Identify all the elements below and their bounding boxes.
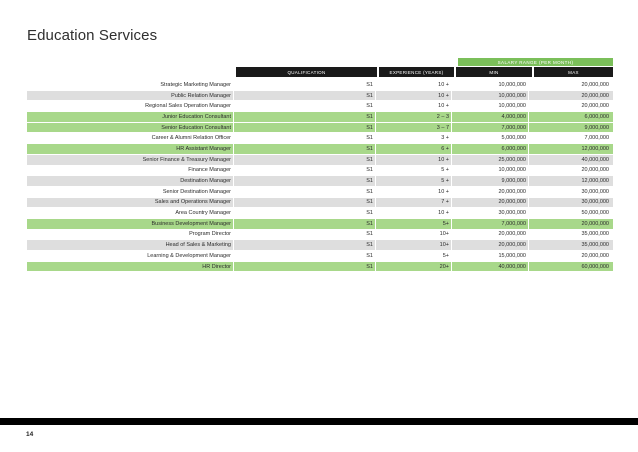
table-row	[27, 187, 613, 198]
min-salary-cell: 5,000,000	[452, 133, 529, 143]
experience-cell: 10 +	[376, 155, 452, 165]
table-row	[27, 80, 613, 91]
table-row	[27, 240, 613, 251]
position-cell: Career & Alumni Relation Officer	[27, 133, 234, 143]
experience-header: EXPERIENCE (YEARS)	[379, 67, 454, 77]
max-salary-cell: 35,000,000	[581, 231, 609, 238]
position-cell: Strategic Marketing Manager	[27, 80, 234, 90]
min-salary-cell: 4,000,000	[452, 112, 529, 122]
position-cell: Business Development Manager	[27, 219, 234, 229]
qualification-cell: S1	[234, 80, 376, 90]
table-row	[27, 219, 613, 230]
min-salary-cell: 20,000,000	[452, 230, 529, 240]
max-salary-cell: 20,000,000	[581, 103, 609, 110]
max-salary-cell: 60,000,000	[581, 263, 609, 270]
max-salary-cell: 35,000,000	[581, 242, 609, 249]
experience-cell: 5 +	[376, 166, 452, 176]
position-cell: Head of Sales & Marketing	[27, 240, 234, 250]
max-salary-cell: 12,000,000	[581, 178, 609, 185]
table-row	[27, 176, 613, 187]
position-cell: Senior Finance & Treasury Manager	[27, 155, 234, 165]
max-salary-cell: 6,000,000	[584, 113, 609, 120]
min-salary-cell: 7,000,000	[452, 219, 529, 229]
table-row	[27, 262, 613, 273]
min-salary-cell: 20,000,000	[452, 240, 529, 250]
max-salary-cell: 30,000,000	[581, 188, 609, 195]
qualification-cell: S1	[234, 123, 376, 133]
qualification-cell: S1	[234, 155, 376, 165]
qualification-cell: S1	[234, 144, 376, 154]
table-row	[27, 101, 613, 112]
position-cell: Area Country Manager	[27, 208, 234, 218]
qualification-cell: S1	[234, 219, 376, 229]
table-row	[27, 166, 613, 177]
qualification-cell: S1	[234, 101, 376, 111]
qualification-cell: S1	[234, 240, 376, 250]
table-row	[27, 208, 613, 219]
qualification-header: QUALIFICATION	[236, 67, 377, 77]
max-salary-cell: 20,000,000	[581, 92, 609, 99]
position-cell: Public Relation Manager	[27, 91, 234, 101]
experience-cell: 7 +	[376, 198, 452, 208]
experience-cell: 5+	[376, 219, 452, 229]
qualification-cell: S1	[234, 208, 376, 218]
position-cell: Finance Manager	[27, 166, 234, 176]
position-cell: HR Director	[27, 262, 234, 272]
position-cell: HR Assistant Manager	[27, 144, 234, 154]
page-title: Education Services	[27, 27, 158, 44]
experience-cell: 10 +	[376, 91, 452, 101]
experience-cell: 6 +	[376, 144, 452, 154]
experience-cell: 10 +	[376, 208, 452, 218]
qualification-cell: S1	[234, 230, 376, 240]
salary-table	[27, 80, 613, 272]
min-salary-cell: 20,000,000	[452, 198, 529, 208]
table-row	[27, 251, 613, 262]
min-salary-cell: 10,000,000	[452, 166, 529, 176]
qualification-cell: S1	[234, 187, 376, 197]
max-salary-cell: 20,000,000	[581, 81, 609, 88]
table-row	[27, 230, 613, 241]
min-salary-cell: 10,000,000	[452, 101, 529, 111]
qualification-cell: S1	[234, 176, 376, 186]
experience-cell: 10+	[376, 240, 452, 250]
position-cell: Junior Education Consultant	[27, 112, 234, 122]
max-salary-cell: 30,000,000	[581, 199, 609, 206]
experience-cell: 3 – 7	[376, 123, 452, 133]
max-salary-cell: 9,000,000	[584, 124, 609, 131]
max-salary-cell: 40,000,000	[581, 156, 609, 163]
min-salary-cell: 10,000,000	[452, 80, 529, 90]
table-row	[27, 155, 613, 166]
min-salary-cell: 7,000,000	[452, 123, 529, 133]
min-salary-cell: 10,000,000	[452, 91, 529, 101]
max-salary-cell: 20,000,000	[581, 167, 609, 174]
qualification-cell: S1	[234, 262, 376, 272]
table-row	[27, 112, 613, 123]
min-salary-cell: 15,000,000	[452, 251, 529, 261]
experience-cell: 10 +	[376, 187, 452, 197]
table-row	[27, 133, 613, 144]
qualification-cell: S1	[234, 251, 376, 261]
experience-cell: 10 +	[376, 80, 452, 90]
table-row	[27, 91, 613, 102]
table-row	[27, 198, 613, 209]
position-cell: Senior Destination Manager	[27, 187, 234, 197]
salary-range-header: SALARY RANGE (PER MONTH)	[458, 58, 613, 66]
position-cell: Senior Education Consultant	[27, 123, 234, 133]
min-salary-cell: 20,000,000	[452, 187, 529, 197]
position-cell: Learning & Development Manager	[27, 251, 234, 261]
position-cell: Sales and Operations Manager	[27, 198, 234, 208]
max-salary-cell: 12,000,000	[581, 145, 609, 152]
max-salary-cell: 50,000,000	[581, 210, 609, 217]
experience-cell: 10 +	[376, 101, 452, 111]
position-cell: Regional Sales Operation Manager	[27, 101, 234, 111]
experience-cell: 20+	[376, 262, 452, 272]
experience-cell: 5+	[376, 251, 452, 261]
qualification-cell: S1	[234, 91, 376, 101]
min-salary-cell: 40,000,000	[452, 262, 529, 272]
experience-cell: 2 – 3	[376, 112, 452, 122]
min-salary-cell: 9,000,000	[452, 176, 529, 186]
experience-cell: 5 +	[376, 176, 452, 186]
footer-bar	[0, 418, 638, 425]
table-row	[27, 144, 613, 155]
qualification-cell: S1	[234, 112, 376, 122]
max-salary-cell: 20,000,000	[581, 252, 609, 259]
max-salary-cell: 20,000,000	[581, 220, 609, 227]
max-salary-cell: 7,000,000	[584, 135, 609, 142]
experience-cell: 10+	[376, 230, 452, 240]
table-row	[27, 123, 613, 134]
table-header	[236, 67, 613, 77]
qualification-cell: S1	[234, 198, 376, 208]
position-cell: Destination Manager	[27, 176, 234, 186]
min-salary-cell: 6,000,000	[452, 144, 529, 154]
qualification-cell: S1	[234, 166, 376, 176]
experience-cell: 3 +	[376, 133, 452, 143]
position-cell: Program Director	[27, 230, 234, 240]
max-header: MAX	[534, 67, 613, 77]
min-salary-cell: 30,000,000	[452, 208, 529, 218]
page-number: 14	[26, 431, 34, 438]
min-header: MIN	[456, 67, 532, 77]
qualification-cell: S1	[234, 133, 376, 143]
min-salary-cell: 25,000,000	[452, 155, 529, 165]
